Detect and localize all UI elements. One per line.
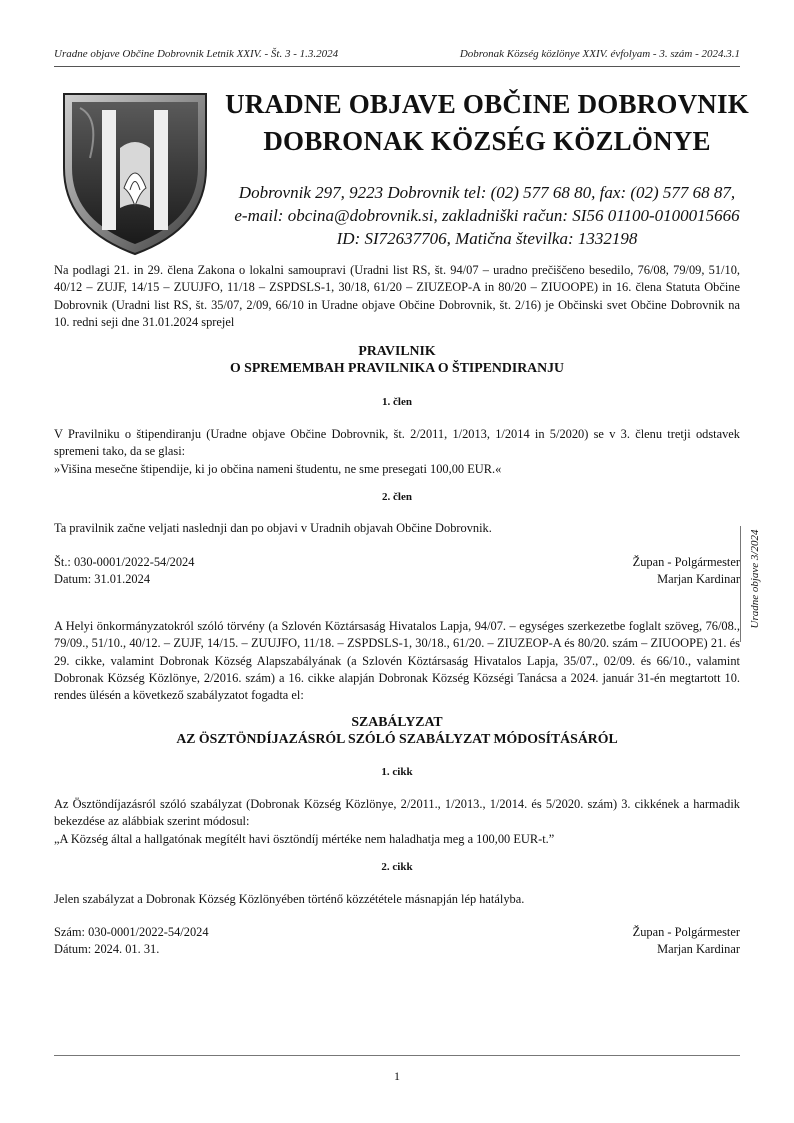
slovenian-date: Datum: 31.01.2024 xyxy=(54,572,151,587)
hungarian-signer-role: Župan - Polgármester xyxy=(632,925,740,939)
slovenian-article1-text: V Pravilniku o štipendiranju (Uradne objave Občine Dobrovnik, št. 2/2011, 1/2013, 1/2014 in 5/2020) se v 3. členu tretji odstavek spremeni tako, da se glasi: xyxy=(54,427,740,459)
slovenian-article1-quote: »Višina mesečne štipendije, ki jo občina nameni študentu, ne sme presegati 100,00 EUR.« xyxy=(54,461,502,476)
hungarian-signer-name: Marjan Kardinar xyxy=(657,942,740,957)
slovenian-signer-role: Župan - Polgármester xyxy=(632,555,740,569)
slovenian-signature xyxy=(633,554,740,589)
slovenian-intro: Na podlagi 21. in 29. člena Zakona o lokalni samoupravi (Uradni list RS, št. 94/07 – uradno prečiščeno besedilo, 76/08, 79/09, 51/10, 40/12 – ZUJF, 14/15 – ZUUJFO, 11/18 – ZSPDSLS-1, 30/18, 61/20 – ZIUZEOP-A in 80/20 – ZIUOOPE) in 16. člena Statuta Občine Dobrovnik (Uradni list RS, št. 35/07, 2/09, 66/10 in Uradne objave Občine Dobrovnik, št. 2/16) je Občinski svet Občine Dobrovnik na 10. redni seji dne 31.01.2024 sprejel xyxy=(54,263,740,329)
hungarian-article1-text: Az Ösztöndíjazásról szóló szabályzat (Dobronak Község Közlönye, 2/2011., 1/2013., 1/2014. és 5/2020. szám) 3. cikkének a harmadik bekezdése az alábbiak szerint módosul: xyxy=(54,797,740,829)
slovenian-doc-title-line1: PRAVILNIK xyxy=(358,343,436,358)
hungarian-article2-heading: 2. cikk xyxy=(381,861,413,873)
hungarian-intro: A Helyi önkormányzatokról szóló törvény (a Szlovén Köztársaság Hivatalos Lapja, 94/07. – egységes szerkezetbe foglalt szöveg, 76/08., 79/09., 51/10., 40/12. – ZUJF, 14/15. – ZUUJFO, 11/18. – ZSPDSLS-1, 30/18., 61/20. – ZIUZEOP-A és 80/20. szám – ZIUOOPE) 21. és 29. cikke, valamint Dobronak Község Alapszabályának (a Szlovén Köztársaság Hivatalos Lapja, 35/07., 02/09. és 66/10., valamint Dobronak Község Közlönye, 2/2016. szám) a 16. cikke alapján Dobronak Község Községi Tanácsa a 2024. január 31-én megtartott 10. rendes ülésén a következő szabályzatot fogadta el: xyxy=(54,619,740,703)
side-label-text: Uradne objave 3/2024 xyxy=(749,529,761,629)
side-label xyxy=(744,528,766,640)
masthead-contact-line2: e-mail: obcina@dobrovnik.si, zakladniški račun: SI56 01100-0100015666 xyxy=(234,206,740,225)
running-header-right: Dobronak Község közlönye XXIV. évfolyam - 3. szám - 2024.3.1 xyxy=(459,48,740,60)
masthead-title-line2: DOBRONAK KÖZSÉG KÖZLÖNYE xyxy=(263,126,711,156)
masthead-contact-line1: Dobrovnik 297, 9223 Dobrovnik tel: (02) 577 68 80, fax: (02) 577 68 87, xyxy=(238,183,736,202)
slovenian-doc-title xyxy=(54,342,740,376)
slovenian-doc-title-line2: O SPREMEMBAH PRAVILNIKA O ŠTIPENDIRANJU xyxy=(230,360,564,375)
hungarian-article1-heading: 1. cikk xyxy=(381,766,413,778)
hungarian-signature xyxy=(633,924,740,959)
hungarian-doc-title xyxy=(54,713,740,747)
slovenian-article2-heading: 2. člen xyxy=(382,491,412,503)
masthead-title-line1: URADNE OBJAVE OBČINE DOBROVNIK xyxy=(225,89,749,119)
slovenian-reference xyxy=(54,554,194,589)
slovenian-number: Št.: 030-0001/2022-54/2024 xyxy=(54,555,195,569)
slovenian-article1-body xyxy=(54,426,740,478)
running-header-left: Uradne objave Občine Dobrovnik Letnik XXIV. - Št. 3 - 1.3.2024 xyxy=(54,48,339,60)
hungarian-article1-body xyxy=(54,796,740,848)
slovenian-article2-text: Ta pravilnik začne veljati naslednji dan po objavi v Uradnih objavah Občine Dobrovnik. xyxy=(54,521,492,535)
municipal-crest-icon xyxy=(60,88,210,258)
footer-rule xyxy=(54,1055,740,1056)
slovenian-article1-heading: 1. člen xyxy=(382,396,412,408)
slovenian-signer-name: Marjan Kardinar xyxy=(657,572,740,587)
hungarian-reference xyxy=(54,924,209,959)
header-rule xyxy=(54,66,740,67)
hungarian-doc-title-line1: SZABÁLYZAT xyxy=(351,714,443,729)
hungarian-article2-text: Jelen szabályzat a Dobronak Község Közlönyében történő közzététele másnapján lép hatályba. xyxy=(54,892,525,906)
page-number: 1 xyxy=(394,1069,400,1083)
hungarian-doc-title-line2: AZ ÖSZTÖNDÍJAZÁSRÓL SZÓLÓ SZABÁLYZAT MÓDOSÍTÁSÁRÓL xyxy=(176,731,618,746)
hungarian-date: Dátum: 2024. 01. 31. xyxy=(54,942,160,957)
side-label-rule xyxy=(740,526,741,642)
masthead-contact-line3: ID: SI72637706, Matična številka: 1332198 xyxy=(336,229,638,248)
hungarian-number: Szám: 030-0001/2022-54/2024 xyxy=(54,925,209,939)
hungarian-article1-quote: „A Község által a hallgatónak megítélt havi ösztöndíj mértéke nem haladhatja meg a 100,00 EUR-t.” xyxy=(54,831,555,846)
